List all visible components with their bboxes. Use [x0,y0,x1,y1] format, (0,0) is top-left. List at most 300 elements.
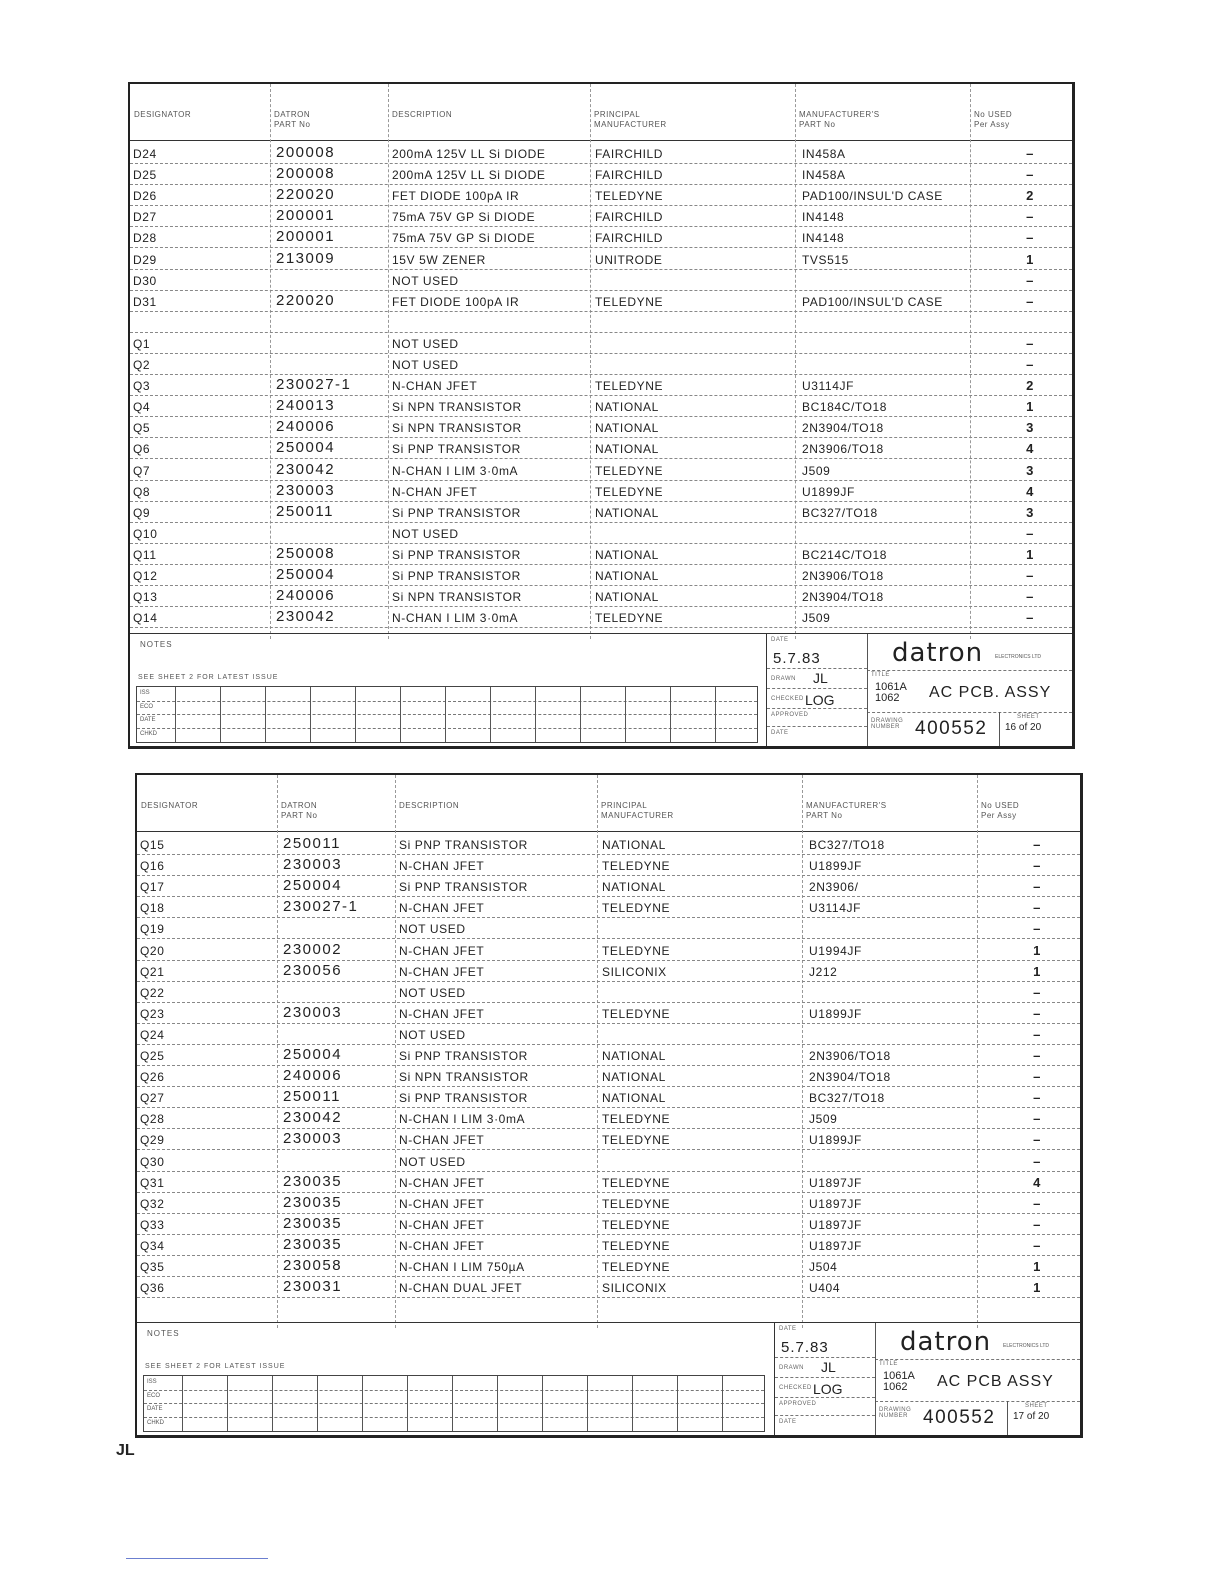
description-cell: Si PNP TRANSISTOR [392,547,521,562]
designator-cell: D25 [133,168,157,183]
description-cell: Si PNP TRANSISTOR [392,505,521,520]
description-cell: NOT USED [392,358,459,372]
principal-manufacturer-cell: TELEDYNE [602,1175,671,1190]
description-cell: N-CHAN I LIM 3·0mA [392,463,519,478]
grid-line [722,1376,723,1431]
sheet-number: 17 of 20 [1013,1411,1050,1422]
designator-cell: Q14 [133,611,158,626]
date-label: DATE [771,637,789,643]
datron-part-no-cell: 230035 [283,1214,343,1232]
title-label: TITLE [879,1361,898,1367]
principal-manufacturer-cell: TELEDYNE [602,943,671,958]
column-header-datron-part-no: DATRON PART No [274,110,311,129]
designator-cell: Q6 [133,442,151,457]
no-used-cell: – [1033,1195,1041,1211]
issue-record-grid [136,686,758,743]
description-cell: Si NPN TRANSISTOR [392,590,522,605]
title-block [774,1323,1080,1435]
parts-list-sheet-17 [135,773,1083,1438]
principal-manufacturer-cell: NATIONAL [595,569,659,583]
designator-cell: Q22 [140,985,165,1000]
description-cell: Si NPN TRANSISTOR [399,1070,529,1085]
grid-line [272,1376,273,1431]
table-row [137,981,1080,1003]
table-row [137,1107,1080,1129]
designator-cell: Q1 [133,336,151,351]
principal-manufacturer-cell: TELEDYNE [595,463,664,478]
principal-manufacturer-cell: TELEDYNE [595,294,664,309]
designator-cell: Q3 [133,379,151,394]
grid-line [317,1376,318,1431]
grid-line [137,714,757,715]
table-row [130,205,1072,227]
description-cell: 15V 5W ZENER [392,252,486,267]
table-row [130,459,1072,481]
designator-cell: D29 [133,252,157,267]
manufacturer-part-no-cell: J504 [809,1260,838,1274]
no-used-cell: – [1026,610,1034,626]
grid-line [632,1376,633,1431]
column-header-manufacturer-part-no: MANUFACTURER'S PART No [806,801,887,820]
manufacturer-part-no-cell: 2N3906/TO18 [809,1049,891,1063]
designator-cell: Q4 [133,400,151,415]
manufacturer-part-no-cell: 2N3906/ [809,880,859,895]
manufacturer-part-no-cell: U1994JF [809,943,862,958]
no-used-cell: – [1033,858,1041,874]
grid-line [445,687,446,742]
no-used-cell: – [1033,1111,1041,1127]
designator-cell: D30 [133,273,157,288]
no-used-cell: 1 [1033,963,1041,979]
datron-logo: datron [900,1327,992,1357]
no-used-cell: – [1033,1005,1041,1021]
principal-manufacturer-cell: FAIRCHILD [595,168,664,183]
principal-manufacturer-cell: TELEDYNE [602,1196,671,1211]
manufacturer-part-no-cell: U1899JF [802,484,855,499]
designator-cell: Q11 [133,547,157,562]
principal-manufacturer-cell: NATIONAL [595,590,659,605]
manufacturer-part-no-cell: J509 [809,1112,838,1127]
table-row [137,1002,1080,1024]
datron-part-no-cell: 230031 [283,1278,343,1296]
table-row [137,1255,1080,1277]
table-row [137,1192,1080,1214]
datron-part-no-cell: 230027-1 [276,376,352,394]
description-cell: Si PNP TRANSISTOR [399,880,528,895]
no-used-cell: – [1033,1069,1041,1085]
no-used-cell: 4 [1026,441,1034,457]
footer-rule [126,1558,268,1559]
model-numbers: 1061A 1062 [875,681,907,704]
principal-manufacturer-cell: TELEDYNE [595,379,664,394]
principal-manufacturer-cell: NATIONAL [602,1049,666,1063]
description-cell: N-CHAN DUAL JFET [399,1281,523,1296]
table-row [137,1044,1080,1066]
checked-label: CHECKED [771,696,804,702]
manufacturer-part-no-cell: U3114JF [802,379,855,394]
grid-line [310,687,311,742]
no-used-cell: – [1026,209,1034,225]
manufacturer-part-no-cell: U1899JF [809,1006,862,1021]
description-cell: N-CHAN JFET [399,1133,485,1148]
principal-manufacturer-cell: TELEDYNE [595,484,664,499]
manufacturer-part-no-cell: 2N3904/TO18 [802,421,884,436]
manufacturer-part-no-cell: 2N3906/TO18 [802,569,884,583]
column-header-no-used: No USED Per Assy [981,801,1020,820]
manufacturer-part-no-cell: BC327/TO18 [809,838,885,852]
no-used-cell: – [1033,1216,1041,1232]
grid-line [407,1376,408,1431]
principal-manufacturer-cell: NATIONAL [595,421,659,436]
description-cell: 75mA 75V GP Si DIODE [392,231,536,246]
title-block-line [875,1401,1080,1402]
description-cell: NOT USED [399,1154,466,1169]
grid-line [362,1376,363,1431]
table-row [137,1023,1080,1045]
datron-part-no-cell: 230027-1 [283,898,359,916]
grid-line [677,1376,678,1431]
manufacturer-part-no-cell: BC327/TO18 [809,1091,885,1106]
issue-label: ISS [140,690,150,696]
principal-manufacturer-cell: SILICONIX [602,964,667,979]
designator-cell: Q20 [140,943,165,958]
no-used-cell: – [1033,1132,1041,1148]
description-cell: N-CHAN I LIM 750µA [399,1260,525,1274]
checked-by: LOG [805,692,835,708]
designator-cell: Q13 [133,590,158,605]
table-row [137,875,1080,897]
model-numbers: 1061A 1062 [883,1370,915,1393]
manufacturer-part-no-cell: U1897JF [809,1217,862,1232]
table-row [137,1234,1080,1256]
manufacturer-part-no-cell: U1899JF [809,859,862,874]
datron-part-no-cell: 200001 [276,228,336,246]
table-row [137,1065,1080,1087]
grid-line [175,687,176,742]
designator-cell: Q12 [133,569,158,583]
datron-part-no-cell: 200008 [276,144,336,161]
approved-label: APPROVED [771,712,809,718]
see-sheet-note: SEE SHEET 2 FOR LATEST ISSUE [138,674,279,681]
no-used-cell: – [1033,984,1041,1000]
table-row [130,501,1072,523]
table-row [137,917,1080,939]
datron-part-no-cell: 240006 [283,1067,343,1085]
manufacturer-part-no-cell: J509 [802,611,831,626]
no-used-cell: – [1026,230,1034,246]
table-row [137,939,1080,961]
table-row [130,522,1072,544]
parts-list-sheet-16 [128,82,1075,749]
issue-label: ECO [140,703,154,710]
datron-part-no-cell: 230056 [283,961,343,979]
manufacturer-part-no-cell: U3114JF [809,901,862,916]
no-used-cell: 1 [1026,399,1034,415]
datron-part-no-cell: 250011 [283,835,341,852]
table-row [130,311,1072,333]
grid-line [144,1417,764,1418]
issue-label: DATE [147,1406,163,1412]
designator-cell: Q15 [140,838,165,852]
issue-label: CHKD [147,1419,165,1426]
grid-line [535,687,536,742]
table-row [130,585,1072,607]
description-cell: Si PNP TRANSISTOR [399,1049,528,1063]
principal-manufacturer-cell: TELEDYNE [602,1133,671,1148]
designator-cell: Q28 [140,1112,165,1127]
manufacturer-part-no-cell: U1897JF [809,1238,862,1253]
issue-label: ISS [147,1379,157,1385]
title-block-line [767,668,867,669]
description-cell: N-CHAN JFET [392,379,478,394]
principal-manufacturer-cell: TELEDYNE [602,1112,671,1127]
principal-manufacturer-cell: NATIONAL [602,1091,666,1106]
table-row [130,480,1072,502]
designator-cell: D26 [133,189,157,204]
description-cell: N-CHAN I LIM 3·0mA [392,611,519,626]
table-row [137,854,1080,876]
manufacturer-part-no-cell: IN458A [802,147,846,161]
title-block-line [775,1357,875,1358]
drawing-number: 400552 [915,718,988,739]
datron-part-no-cell: 230058 [283,1257,343,1274]
no-used-cell: – [1033,1237,1041,1253]
manufacturer-part-no-cell: U404 [809,1281,841,1296]
description-cell: Si PNP TRANSISTOR [399,1091,528,1106]
table-row [130,564,1072,586]
column-header-description: DESCRIPTION [399,801,460,810]
description-cell: NOT USED [392,336,459,351]
principal-manufacturer-cell: TELEDYNE [602,901,671,916]
no-used-cell: 3 [1026,420,1034,436]
title-block-line [867,634,868,746]
title-block-line [767,726,867,727]
principal-manufacturer-cell: NATIONAL [595,400,659,415]
manufacturer-part-no-cell: 2N3904/TO18 [809,1070,891,1085]
notes-section [130,633,1072,746]
table-row [137,1213,1080,1235]
description-cell: N-CHAN JFET [399,964,485,979]
grid-line [144,1390,764,1391]
designator-cell: Q31 [140,1175,165,1190]
manufacturer-part-no-cell: BC327/TO18 [802,505,878,520]
table-row [130,606,1072,628]
margin-initials: JL [116,1442,135,1459]
designator-cell: Q7 [133,463,151,478]
datron-part-no-cell: 200008 [276,165,336,183]
principal-manufacturer-cell: NATIONAL [595,547,659,562]
checked-by: LOG [813,1381,843,1397]
designator-cell: Q17 [140,880,165,895]
table-row [130,374,1072,396]
grid-line [452,1376,453,1431]
designator-cell: Q26 [140,1070,165,1085]
principal-manufacturer-cell: FAIRCHILD [595,210,664,225]
datron-part-no-cell: 250004 [276,566,336,583]
datron-part-no-cell: 230003 [283,1003,343,1021]
description-cell: NOT USED [399,985,466,1000]
designator-cell: Q36 [140,1281,165,1296]
drawing-number-label: DRAWING NUMBER [879,1407,912,1419]
designator-cell: Q8 [133,484,151,499]
principal-manufacturer-cell: FAIRCHILD [595,231,664,246]
table-row [130,437,1072,459]
no-used-cell: – [1033,879,1041,895]
principal-manufacturer-cell: TELEDYNE [602,1217,671,1232]
description-cell: N-CHAN I LIM 3·0mA [399,1112,526,1127]
principal-manufacturer-cell: TELEDYNE [602,1006,671,1021]
description-cell: N-CHAN JFET [399,1006,485,1021]
grid-line [137,728,757,729]
title-block-line [767,708,867,709]
date-label: DATE [779,1419,797,1425]
no-used-cell: 3 [1026,462,1034,478]
manufacturer-part-no-cell: BC214C/TO18 [802,547,888,562]
column-header-principal-manufacturer: PRINCIPAL MANUFACTURER [594,110,667,129]
designator-cell: Q10 [133,526,158,541]
manufacturer-part-no-cell: U1899JF [809,1133,862,1148]
table-row [130,142,1072,164]
title-block-line [767,688,867,689]
no-used-cell: 4 [1026,483,1034,499]
designator-cell: Q32 [140,1196,165,1211]
no-used-cell: – [1033,1090,1041,1106]
issue-label: DATE [140,717,156,723]
no-used-cell: 1 [1033,942,1041,958]
principal-manufacturer-cell: NATIONAL [602,838,666,852]
no-used-cell: – [1033,1153,1041,1169]
manufacturer-part-no-cell: IN458A [802,168,846,183]
table-row [130,163,1072,185]
description-cell: 75mA 75V GP Si DIODE [392,210,536,225]
principal-manufacturer-cell: TELEDYNE [595,611,664,626]
drawing-date: 5.7.83 [773,650,821,667]
description-cell: NOT USED [392,526,459,541]
datron-part-no-cell: 230035 [283,1193,343,1211]
table-row [130,248,1072,270]
description-cell: N-CHAN JFET [399,1217,485,1232]
designator-cell: Q18 [140,901,165,916]
datron-part-no-cell: 230003 [283,1130,343,1148]
logo-subtitle: ELECTRONICS LTD [995,654,1042,660]
no-used-cell: 2 [1026,188,1034,204]
notes-section [137,1322,1080,1435]
drawing-title: AC PCB. ASSY [929,684,1052,701]
description-cell: Si PNP TRANSISTOR [392,569,521,583]
table-row [130,184,1072,206]
no-used-cell: – [1033,837,1041,852]
datron-part-no-cell: 230035 [283,1235,343,1253]
designator-cell: Q30 [140,1154,165,1169]
grid-line [265,687,266,742]
description-cell: Si NPN TRANSISTOR [392,400,522,415]
description-cell: N-CHAN JFET [399,1238,485,1253]
datron-part-no-cell: 250011 [283,1088,341,1106]
manufacturer-part-no-cell: TVS515 [802,252,849,267]
manufacturer-part-no-cell: U1897JF [809,1175,862,1190]
table-row [130,269,1072,291]
datron-part-no-cell: 230003 [283,856,343,874]
datron-part-no-cell: 250011 [276,502,334,520]
datron-part-no-cell: 230042 [276,460,336,478]
grid-line [715,687,716,742]
grid-line [220,687,221,742]
table-row [137,1150,1080,1172]
table-row [137,833,1080,855]
datron-part-no-cell: 230042 [276,608,336,626]
principal-manufacturer-cell: NATIONAL [602,1070,666,1085]
datron-part-no-cell: 240013 [276,397,336,415]
issue-label: CHKD [140,730,158,737]
table-row [130,353,1072,375]
designator-cell: Q21 [140,964,165,979]
table-row [137,1086,1080,1108]
issue-record-grid [143,1375,765,1432]
notes-label: NOTES [147,1329,180,1338]
no-used-cell: 1 [1033,1259,1041,1274]
manufacturer-part-no-cell: BC184C/TO18 [802,400,888,415]
approved-label: APPROVED [779,1401,817,1407]
table-row [137,960,1080,982]
column-header-designator: DESIGNATOR [134,110,192,119]
table-row [130,395,1072,417]
title-block-line [875,1323,876,1435]
grid-line [542,1376,543,1431]
drawing-title: AC PCB ASSY [937,1373,1054,1390]
datron-part-no-cell: 250004 [283,877,343,895]
no-used-cell: – [1026,167,1034,183]
no-used-cell: – [1026,525,1034,541]
description-cell: 200mA 125V LL Si DIODE [392,168,546,183]
description-cell: FET DIODE 100pA IR [392,189,520,204]
column-header-description: DESCRIPTION [392,110,453,119]
principal-manufacturer-cell: FAIRCHILD [595,147,664,161]
datron-part-no-cell: 240006 [276,418,336,436]
checked-label: CHECKED [779,1385,812,1391]
manufacturer-part-no-cell: 2N3904/TO18 [802,590,884,605]
date-label: DATE [771,730,789,736]
title-label: TITLE [871,672,890,678]
column-header-manufacturer-part-no: MANUFACTURER'S PART No [799,110,880,129]
principal-manufacturer-cell: NATIONAL [602,880,666,895]
no-used-cell: – [1033,900,1041,916]
description-cell: NOT USED [399,1027,466,1042]
manufacturer-part-no-cell: PAD100/INSUL'D CASE [802,189,943,204]
drawn-by: JL [821,1359,836,1375]
manufacturer-part-no-cell: PAD100/INSUL'D CASE [802,294,943,309]
designator-cell: Q23 [140,1006,165,1021]
title-block-line [867,712,1072,713]
datron-part-no-cell: 230035 [283,1172,343,1190]
drawn-by: JL [813,670,828,686]
designator-cell: Q27 [140,1091,165,1106]
title-block [766,634,1072,746]
manufacturer-part-no-cell: IN4148 [802,210,845,225]
table-row [137,1276,1080,1298]
principal-manufacturer-cell: TELEDYNE [602,859,671,874]
drawing-number-label: DRAWING NUMBER [871,718,904,730]
grid-line [625,687,626,742]
description-cell: N-CHAN JFET [399,859,485,874]
datron-part-no-cell: 220020 [276,186,336,204]
table-row [130,543,1072,565]
designator-cell: Q2 [133,358,151,372]
no-used-cell: 4 [1033,1174,1041,1190]
datron-part-no-cell: 250004 [276,439,336,457]
title-block-line [775,1415,875,1416]
sheet-number: 16 of 20 [1005,722,1042,733]
description-cell: 200mA 125V LL Si DIODE [392,147,546,161]
